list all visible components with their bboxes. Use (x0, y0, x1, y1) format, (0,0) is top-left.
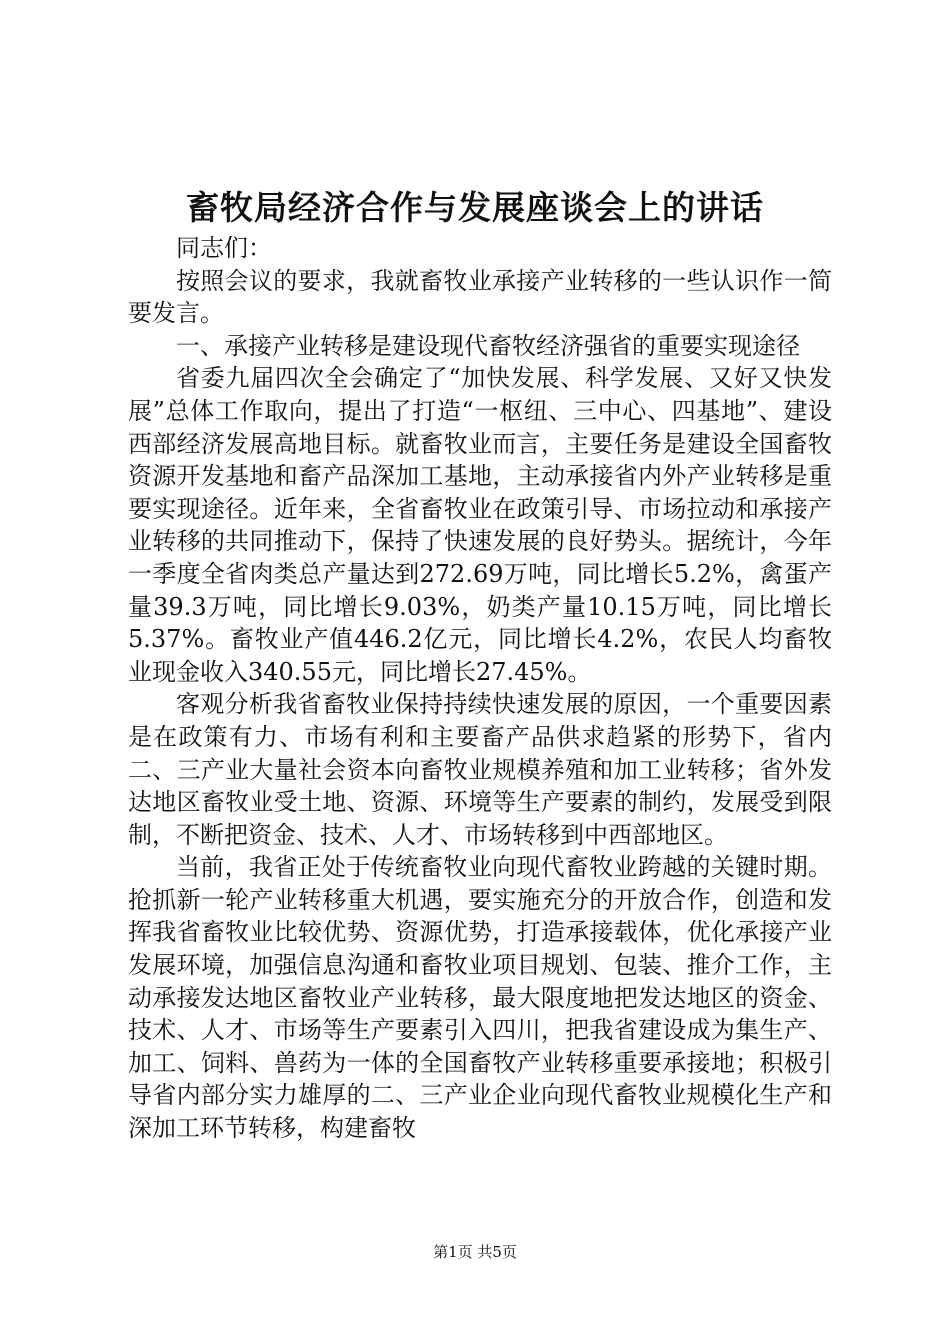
paragraph-intro: 按照会议的要求，我就畜牧业承接产业转移的一些认识作一简要发言。 (128, 266, 832, 328)
section-heading-1: 一、承接产业转移是建设现代畜牧经济强省的重要实现途径 (176, 331, 800, 360)
document-body (128, 232, 832, 1145)
document-title: 畜牧局经济合作与发展座谈会上的讲话 (186, 188, 764, 227)
paragraph-body: 客观分析我省畜牧业保持持续快速发展的原因，一个重要因素是在政策有力、市场有利和主要畜产品供求趋紧的形势下，省内二、三产业大量社会资本向畜牧业规模养殖和加工业转移；省外发达地区畜牧业受土地、资源、环境等生产要素的制约，发展受到限制，不断把资金、技术、人才、市场转移到中西部地区。 (128, 690, 832, 849)
paragraph-salutation: 同志们： (176, 234, 272, 262)
paragraph-body: 当前，我省正处于传统畜牧业向现代畜牧业跨越的关键时期。抢抓新一轮产业转移重大机遇，要实施充分的开放合作，创造和发挥我省畜牧业比较优势、资源优势，打造承接载体，优化承接产业发展环境，加强信息沟通和畜牧业项目规划、包装、推介工作，主动承接发达地区畜牧业产业转移，最大限度地把发达地区的资金、技术、人才、市场等生产要素引入四川，把我省建设成为集生产、加工、饲料、兽药为一体的全国畜牧产业转移重要承接地；积极引导省内部分实力雄厚的二、三产业企业向现代畜牧业规模化生产和深加工环节转移，构建畜牧 (128, 853, 832, 1143)
page-number-footer: 第1页 共5页 (433, 1243, 517, 1261)
paragraph-body: 省委九届四次全会确定了“加快发展、科学发展、又好又快发展”总体工作取向，提出了打造“一枢纽、三中心、四基地”、建设西部经济发展高地目标。就畜牧业而言，主要任务是建设全国畜牧资源开发基地和畜产品深加工基地，主动承接省内外产业转移是重要实现途径。近年来，全省畜牧业在政策引导、市场拉动和承接产业转移的共同推动下，保持了快速发展的良好势头。据统计，今年一季度全省肉类总产量达到272.69万吨，同比增长5.2%，禽蛋产量39.3万吨，同比增长9.03%，奶类产量10.15万吨，同比增长5.37%。畜牧业产值446.2亿元，同比增长4.2%，农民人均畜牧业现金收入340.55元，同比增长27.45%。 (128, 364, 832, 686)
